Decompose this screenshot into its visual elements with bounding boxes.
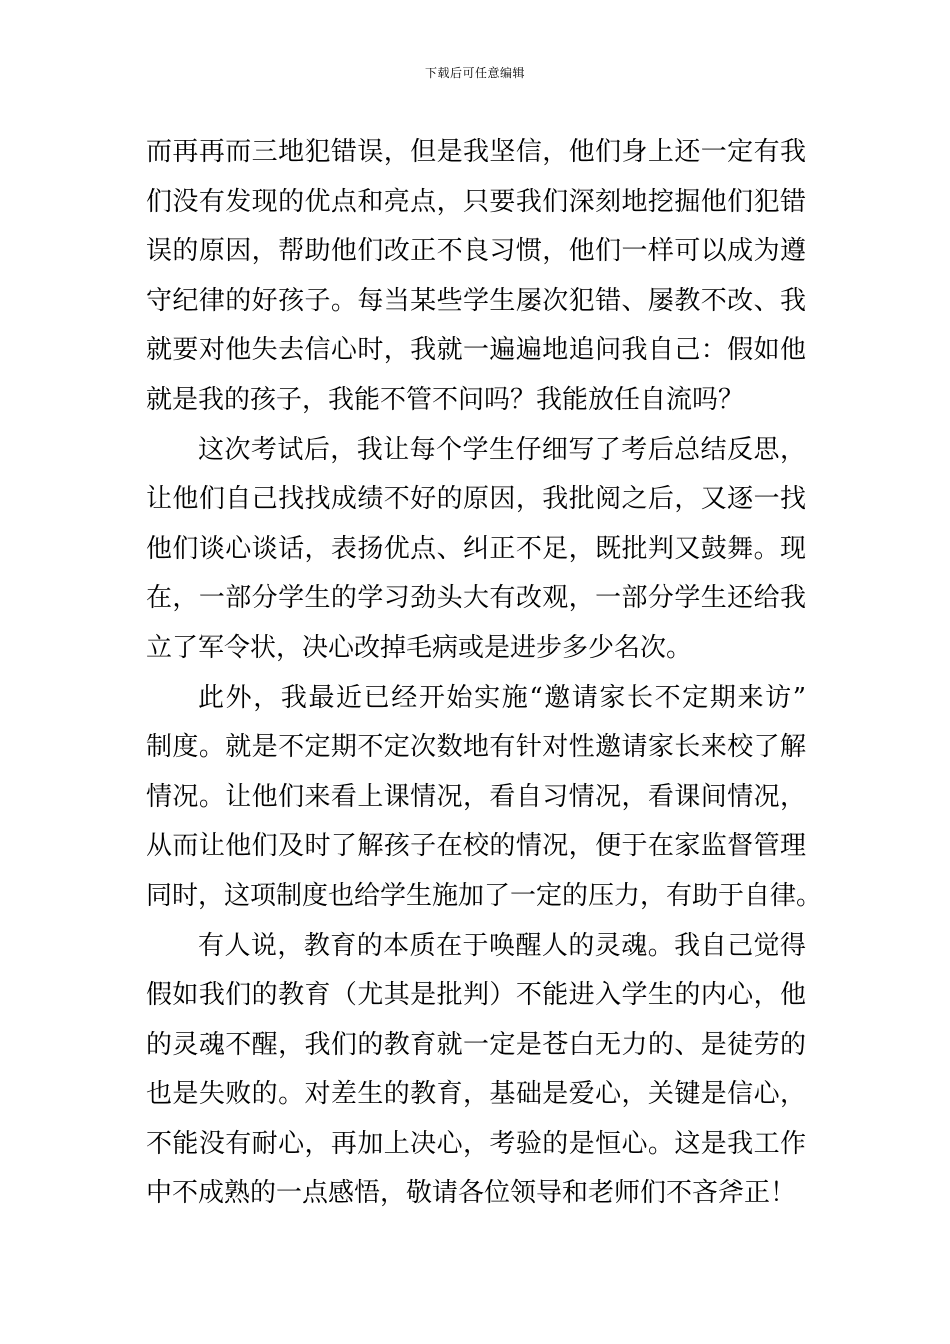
paragraph (146, 674, 823, 922)
text-line: 中不成熟的一点感悟，敬请各位领导和老师们不吝斧正！ (146, 1178, 797, 1209)
text-line: 误的原因，帮助他们改正不良习惯，他们一样可以成为遵 (146, 236, 806, 267)
text-line: 也是失败的。对差生的教育，基础是爱心，关键是信心， (146, 1079, 806, 1110)
text-line: 让他们自己找找成绩不好的原因，我批阅之后，又逐一找 (146, 484, 806, 515)
text-line: 不能没有耐心，再加上决心，考验的是恒心。这是我工作 (146, 1128, 806, 1159)
text-line: 假如我们的教育（尤其是批判）不能进入学生的内心，他 (146, 980, 806, 1011)
text-line: 这次考试后，我让每个学生仔细写了考后总结反思， (198, 434, 806, 465)
text-line: 就要对他失去信心时，我就一遍遍地追问我自己：假如他 (146, 335, 806, 366)
paragraph (146, 922, 806, 1220)
text-line: 守纪律的好孩子。每当某些学生屡次犯错、屡教不改、我 (146, 285, 806, 316)
text-line: 的灵魂不醒，我们的教育就一定是苍白无力的、是徒劳的 (146, 1029, 806, 1060)
text-line: 而再再而三地犯错误，但是我坚信，他们身上还一定有我 (146, 137, 806, 167)
document-body (146, 128, 823, 1219)
text-line: 同时，这项制度也给学生施加了一定的压力，有助于自律。 (146, 880, 823, 911)
page-header: 下载后可任意编辑 (424, 66, 525, 80)
text-line: 制度。就是不定期不定次数地有针对性邀请家长来校了解 (146, 732, 806, 763)
text-line: 们没有发现的优点和亮点，只要我们深刻地挖掘他们犯错 (146, 186, 806, 217)
paragraph (146, 128, 806, 426)
text-line: 就是我的孩子，我能不管不问吗？我能放任自流吗？ (146, 384, 745, 415)
text-line: 情况。让他们来看上课情况，看自习情况，看课间情况， (146, 781, 806, 812)
text-line: 他们谈心谈话，表扬优点、纠正不足，既批判又鼓舞。现 (146, 533, 806, 564)
text-line: 从而让他们及时了解孩子在校的情况，便于在家监督管理 (146, 831, 806, 862)
paragraph (146, 426, 806, 674)
text-line: 在，一部分学生的学习劲头大有改观，一部分学生还给我 (146, 583, 806, 614)
text-line: 立了军令状，决心改掉毛病或是进步多少名次。 (146, 632, 693, 663)
text-line: 有人说，教育的本质在于唤醒人的灵魂。我自己觉得 (198, 930, 806, 961)
text-line: 此外，我最近已经开始实施“邀请家长不定期来访” (198, 682, 806, 713)
